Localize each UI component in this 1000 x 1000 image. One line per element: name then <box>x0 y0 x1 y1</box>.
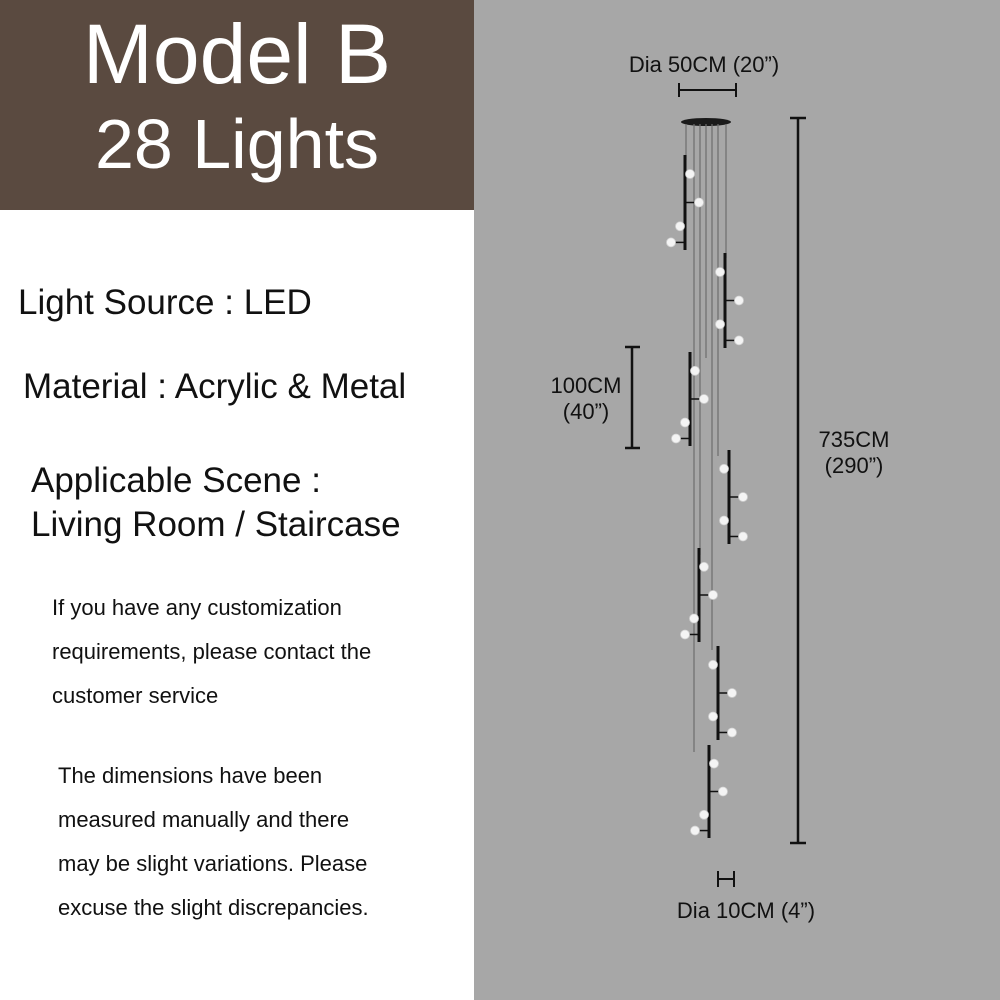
light-globe <box>700 395 709 404</box>
light-globe <box>676 222 685 231</box>
dimension-diagram-panel <box>474 0 1000 1000</box>
light-globe <box>739 532 748 541</box>
light-source-spec: Light Source : LED <box>18 283 312 322</box>
title-banner <box>0 0 474 210</box>
light-globe <box>720 464 729 473</box>
customization-note-line-3: customer service <box>52 683 219 708</box>
light-globe <box>710 759 719 768</box>
chandelier-diagram <box>474 0 1000 1000</box>
light-globe <box>695 198 704 207</box>
light-globe <box>709 712 718 721</box>
specs-panel <box>0 0 474 1000</box>
material-spec: Material : Acrylic & Metal <box>23 367 407 406</box>
total-length-bracket <box>790 118 806 843</box>
light-globe <box>672 434 681 443</box>
light-globe <box>667 238 676 247</box>
light-globe <box>719 787 728 796</box>
light-globe <box>716 268 725 277</box>
light-globe <box>681 630 690 639</box>
bottom-diameter-label: Dia 10CM (4”) <box>676 898 816 923</box>
light-globe <box>735 296 744 305</box>
light-globe <box>739 493 748 502</box>
light-globe <box>716 320 725 329</box>
top-diameter-bracket <box>679 83 736 97</box>
light-globe <box>700 810 709 819</box>
segment-length-in-label: (40”) <box>562 399 610 424</box>
scene-value: Living Room / Staircase <box>31 505 401 544</box>
total-length-cm-label: 735CM <box>818 427 890 452</box>
lights-count-title: 28 Lights <box>94 105 380 183</box>
light-globe <box>709 660 718 669</box>
customization-note-line-2: requirements, please contact the <box>52 639 372 664</box>
dimensions-note-line-3: may be slight variations. Please <box>58 851 368 876</box>
top-diameter-label: Dia 50CM (20”) <box>628 52 780 77</box>
light-globe <box>686 170 695 179</box>
light-globe <box>709 591 718 600</box>
scene-label: Applicable Scene : <box>31 461 321 500</box>
dimensions-note-line-4: excuse the slight discrepancies. <box>58 895 369 920</box>
dimensions-note-line-1: The dimensions have been <box>58 763 323 788</box>
light-globe <box>691 826 700 835</box>
light-globe <box>728 728 737 737</box>
light-globe <box>720 516 729 525</box>
segment-length-cm-label: 100CM <box>550 373 622 398</box>
light-globe <box>691 366 700 375</box>
light-fixtures <box>667 155 748 838</box>
total-length-in-label: (290”) <box>824 453 884 478</box>
customization-note-line-1: If you have any customization <box>52 595 342 620</box>
light-globe <box>690 614 699 623</box>
bottom-diameter-bracket <box>718 871 734 887</box>
light-globe <box>681 418 690 427</box>
dimensions-note-line-2: measured manually and there <box>58 807 350 832</box>
light-globe <box>735 336 744 345</box>
light-globe <box>728 689 737 698</box>
light-globe <box>700 562 709 571</box>
suspension-wires <box>686 124 726 752</box>
model-title: Model B <box>82 7 392 101</box>
